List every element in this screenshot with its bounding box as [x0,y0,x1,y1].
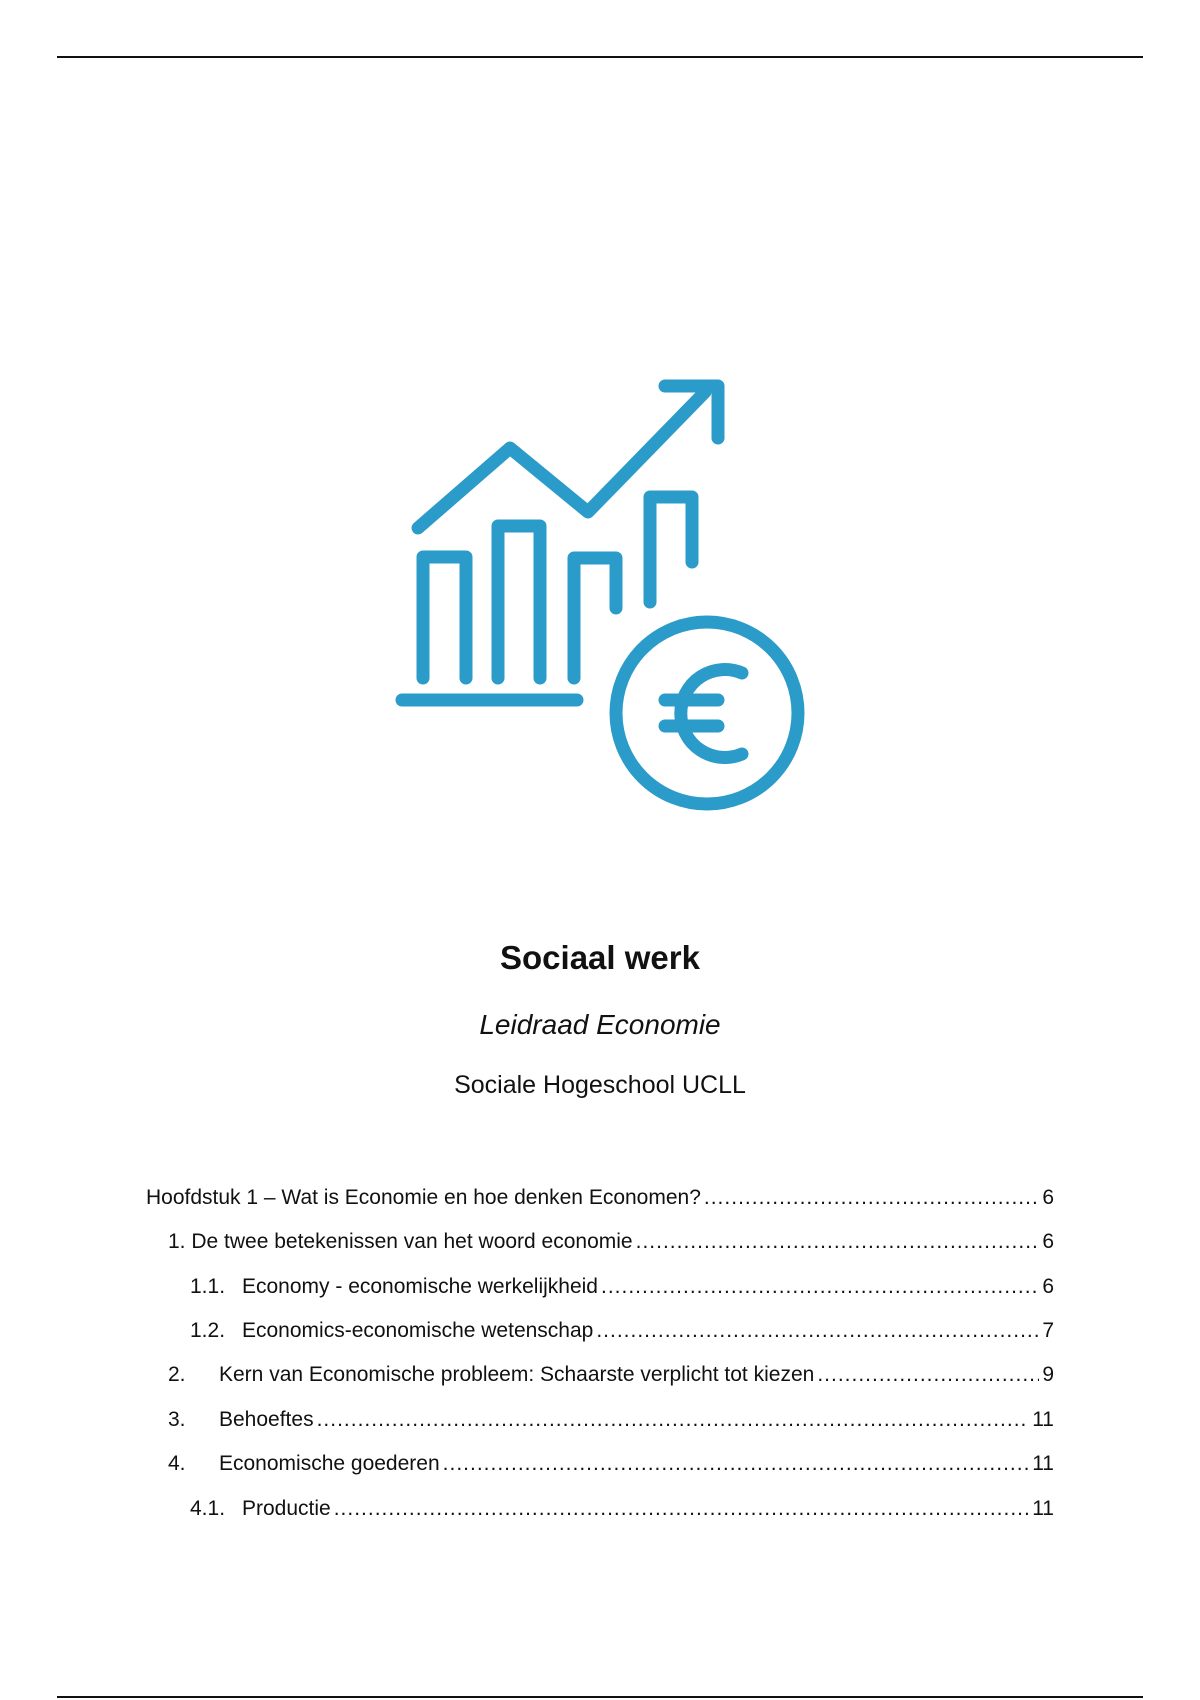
toc-entry-section-1[interactable] [168,1228,1054,1256]
toc-leader [817,1361,1039,1389]
toc-entry-section-4[interactable] [168,1450,1054,1478]
toc-leader [443,1450,1030,1478]
document-title: Sociaal werk [500,939,700,976]
toc-leader [596,1317,1039,1345]
coin-circle [616,622,798,804]
toc-entry-number: 1.2. [190,1319,226,1342]
toc-leader [317,1406,1030,1434]
toc-entry-text: Behoeftes [219,1408,314,1431]
growth-chart-euro-icon [380,360,840,830]
toc-entry-section-2[interactable] [168,1361,1054,1389]
toc-leader [636,1228,1040,1256]
toc-entry-page: 6 [1042,1186,1054,1209]
bar-2 [498,526,540,678]
toc-entry-number: 4.1. [190,1497,226,1520]
bar-1 [423,557,466,678]
toc-entry-text: Hoofdstuk 1 – Wat is Economie en hoe denken Economen? [146,1186,701,1209]
document-subtitle: Leidraad Economie [479,1009,721,1040]
toc-entry-page: 6 [1042,1230,1054,1253]
toc-entry-section-4-1[interactable] [190,1495,1054,1523]
toc-entry-text: Productie [242,1497,331,1520]
toc-entry-page: 11 [1032,1497,1054,1520]
toc-entry-number: 3. [168,1408,186,1431]
bar-4 [650,497,692,602]
toc-leader [334,1495,1029,1523]
toc-entry-page: 11 [1032,1408,1054,1431]
toc-entry-text: Economics-economische wetenschap [242,1319,594,1342]
toc-entry-text: 1. De twee betekenissen van het woord economie [168,1230,633,1253]
trend-line [418,392,705,528]
toc-leader [704,1184,1039,1212]
toc-entry-number: 4. [168,1452,186,1475]
toc-entry-chapter-1[interactable] [146,1184,1054,1212]
footer-rule [57,1696,1143,1698]
euro-sign [665,670,742,758]
toc-entry-text: Economische goederen [219,1452,440,1475]
school-name: Sociale Hogeschool UCLL [454,1071,746,1099]
toc-entry-page: 11 [1032,1452,1054,1475]
toc-entry-text: Economy - economische werkelijkheid [242,1275,598,1298]
toc-entry-number: 1.1. [190,1275,226,1298]
toc-leader [601,1273,1039,1301]
toc-entry-section-1-2[interactable] [190,1317,1054,1345]
toc-entry-section-1-1[interactable] [190,1273,1054,1301]
toc-entry-page: 6 [1042,1275,1054,1298]
toc-entry-section-3[interactable] [168,1406,1054,1434]
bar-3 [574,558,616,678]
toc-entry-page: 9 [1042,1363,1054,1386]
toc-entry-page: 7 [1042,1319,1054,1342]
toc-entry-text: Kern van Economische probleem: Schaarste verplicht tot kiezen [219,1363,815,1386]
header-rule [57,56,1143,58]
toc-entry-number: 2. [168,1363,186,1386]
